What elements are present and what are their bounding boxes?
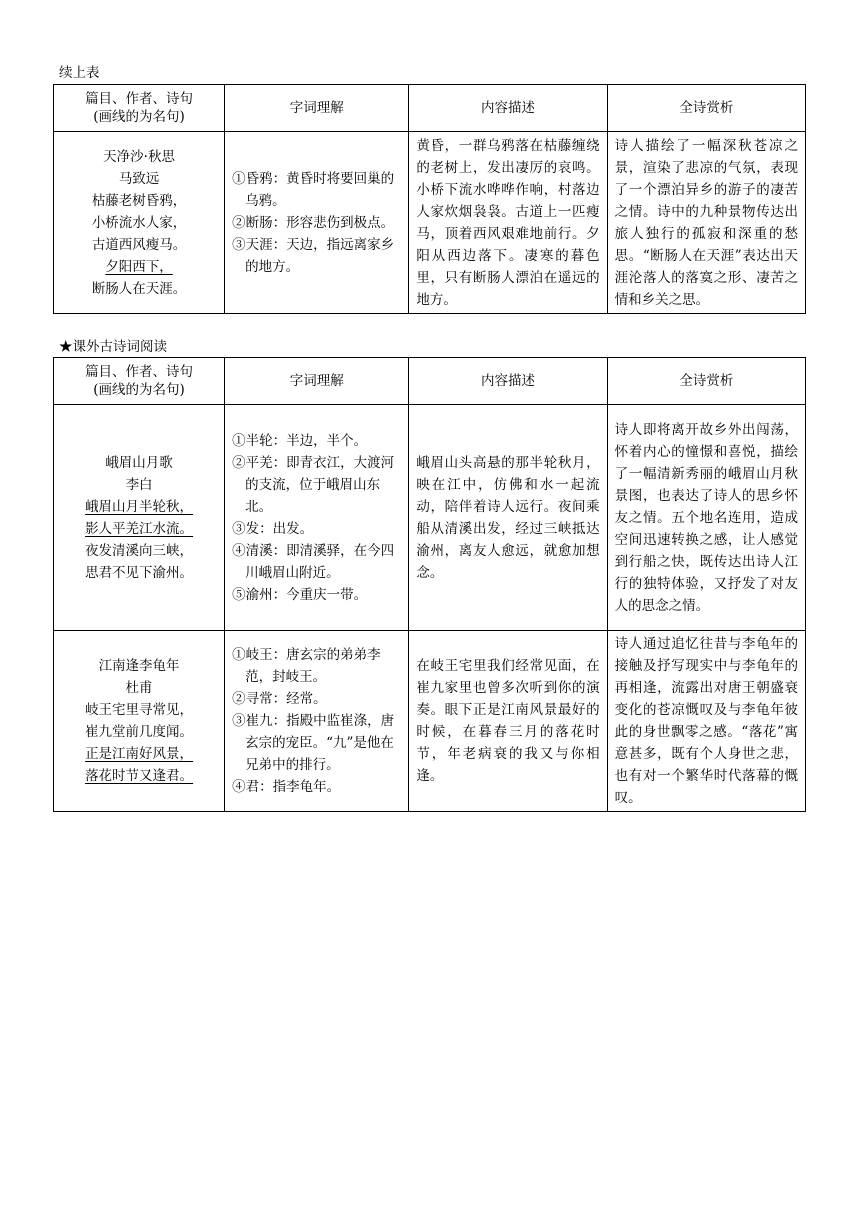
header-title-line2: (画线的为名句) <box>93 109 185 125</box>
poem-line: 夜发清溪向三峡， <box>85 542 194 559</box>
table-row <box>54 132 806 314</box>
poem-title: 江南逢李龟年 <box>98 658 180 674</box>
table-header-row <box>54 358 806 405</box>
poem-line: 岐王宅里寻常见， <box>85 702 194 718</box>
header-title-line1: 篇目、作者、诗句 <box>85 91 194 107</box>
word-note: ③崔九：指殿中监崔涤，唐玄宗的宠臣。“九”是他在兄弟中的排行。 <box>232 713 395 773</box>
word-note: ②平羌：即青衣江，大渡河的支流，位于峨眉山东北。 <box>232 454 395 515</box>
section-caption-continued: 续上表 <box>59 65 100 81</box>
word-notes-cell <box>225 631 409 812</box>
table-row <box>54 405 806 631</box>
poem-title: 天净沙·秋思 <box>103 148 175 165</box>
poem-line: 枯藤老树昏鸦， <box>91 192 187 209</box>
header-title-line1: 篇目、作者、诗句 <box>85 364 194 380</box>
word-note: ④君：指李龟年。 <box>232 779 341 795</box>
table-header-row <box>54 85 806 132</box>
famous-line: 夕阳西下， <box>105 258 173 275</box>
content-description: 峨眉山头高悬的那半轮秋月，映在江中，仿佛和水一起流动，陪伴着诗人远行。夜间乘船从清溪出发，经过三峡抵达渝州，离友人愈远，就愈加想念。 <box>409 405 607 631</box>
poem-appreciation: 诗人通过追忆往昔与李龟年的接触及抒写现实中与李龟年的再相逢，流露出对唐王朝盛衰变化的苍凉慨叹及与李龟年彼此的身世飘零之感。“落花”寓意甚多，既有个人身世之悲，也有对一个繁华时代落幕的慨叹。 <box>607 631 805 812</box>
poem-title: 峨眉山月歌 <box>105 454 173 471</box>
poem-line: 崔九堂前几度闻。 <box>85 724 194 740</box>
header-title-line2: (画线的为名句) <box>93 382 185 398</box>
word-note: ④清溪：即清溪驿，在今四川峨眉山附近。 <box>232 542 395 581</box>
table-row <box>54 631 806 812</box>
content-description: 在岐王宅里我们经常见面，在崔九家里也曾多次听到你的演奏。眼下正是江南风景最好的时候，在暮春三月的落花时节，年老病衰的我又与你相逢。 <box>409 631 607 812</box>
header-title-column <box>54 358 225 405</box>
word-note: ②断肠：形容悲伤到极点。 <box>232 214 395 231</box>
poem-table-extracurricular <box>53 357 806 812</box>
poem-appreciation: 诗人即将离开故乡外出闯荡，怀着内心的憧憬和喜悦，描绘了一幅清新秀丽的峨眉山月秋景图，也表达了诗人的思乡怀友之情。五个地名连用，造成空间迅速转换之感，让人感觉到行船之快，既传达出诗人江行的独特体验，又抒发了对友人的思念之情。 <box>607 405 805 631</box>
word-note: ①昏鸦：黄昏时将要回巢的乌鸦。 <box>232 170 395 209</box>
header-appreciation-column: 全诗赏析 <box>607 358 805 405</box>
header-words-column: 字词理解 <box>225 85 409 132</box>
poem-line: 断肠人在天涯。 <box>91 280 187 297</box>
famous-line: 落花时节又逢君。 <box>85 768 194 784</box>
famous-line: 正是江南好风景， <box>85 746 194 762</box>
poem-text-cell <box>54 405 225 631</box>
header-appreciation-column: 全诗赏析 <box>607 85 805 132</box>
poem-author: 马致远 <box>118 170 160 187</box>
poem-text-cell <box>54 631 225 812</box>
header-content-column: 内容描述 <box>409 85 607 132</box>
poem-text-cell <box>54 132 225 314</box>
section-caption-extracurricular: ★课外古诗词阅读 <box>59 339 167 355</box>
poem-author: 李白 <box>125 476 153 493</box>
poem-line: 小桥流水人家， <box>91 214 187 231</box>
header-content-column: 内容描述 <box>409 358 607 405</box>
poem-line: 古道西风瘦马。 <box>91 236 187 253</box>
word-note: ③天涯：天边，指远离家乡的地方。 <box>232 236 395 275</box>
header-words-column: 字词理解 <box>225 358 409 405</box>
poem-table-continued <box>53 84 806 314</box>
poem-line: 思君不见下渝州。 <box>85 564 194 581</box>
content-description: 黄昏，一群乌鸦落在枯藤缠绕的老树上，发出凄厉的哀鸣。小桥下流水哗哗作响，村落边人家炊烟袅袅。古道上一匹瘦马，顶着西风艰难地前行。夕阳从西边落下。凄寒的暮色里，只有断肠人漂泊在遥远的地方。 <box>409 132 607 314</box>
poem-appreciation: 诗人描绘了一幅深秋苍凉之景，渲染了悲凉的气氛，表现了一个漂泊异乡的游子的凄苦之情。诗中的九种景物传达出旅人独行的孤寂和深重的愁思。“断肠人在天涯”表达出天涯沦落人的落寞之形、凄苦之情和乡关之思。 <box>607 132 805 314</box>
word-notes-cell <box>225 132 409 314</box>
word-note: ⑤渝州：今重庆一带。 <box>232 586 368 603</box>
famous-line: 影人平羌江水流。 <box>85 520 194 537</box>
word-note: ②寻常：经常。 <box>232 691 327 707</box>
word-note: ①半轮：半边，半个。 <box>232 432 368 449</box>
poem-author: 杜甫 <box>125 680 153 696</box>
header-title-column <box>54 85 225 132</box>
word-notes-cell <box>225 405 409 631</box>
famous-line: 峨眉山月半轮秋， <box>85 498 194 515</box>
word-note: ③发：出发。 <box>232 520 314 537</box>
word-note: ①岐王：唐玄宗的弟弟李范，封岐王。 <box>232 647 381 685</box>
